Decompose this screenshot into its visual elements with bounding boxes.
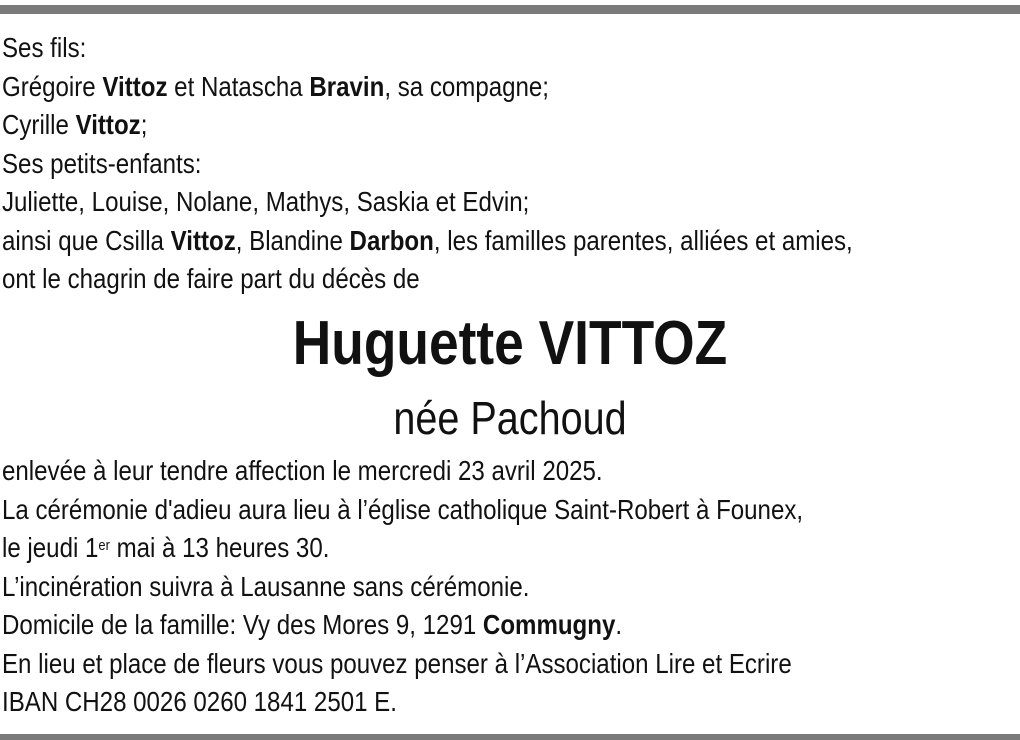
intro-text: , les familles parentes, alliées et amies,	[433, 224, 853, 256]
intro-line-7	[2, 260, 876, 299]
deceased-name: Huguette VITTOZ	[292, 309, 728, 378]
intro-text: Ses fils:	[2, 32, 87, 63]
details-line-4	[2, 568, 876, 607]
intro-line-4	[2, 145, 876, 184]
intro-text: , sa compagne;	[384, 70, 549, 102]
intro-text: ainsi que Csilla	[2, 224, 171, 256]
iban-text: IBAN CH28 0026 0260 1841 2501 E.	[2, 686, 397, 717]
details-line-1	[2, 452, 876, 491]
intro-text: ;	[140, 109, 148, 140]
intro-line-6	[2, 222, 876, 261]
details-text: .	[615, 609, 623, 640]
details-text: L’incinération suivra à Lausanne sans cérémonie.	[2, 570, 530, 602]
top-divider	[0, 5, 1020, 14]
details-text: mai à 13 heures 30.	[109, 532, 330, 563]
details-text: enlevée à leur tendre affection le mercredi 23 avril 2025.	[2, 455, 603, 486]
surname: Vittoz	[102, 70, 168, 102]
intro-text: et Natascha	[167, 70, 310, 102]
details-text: le jeudi 1	[2, 532, 99, 563]
details-text: Domicile de la famille: Vy des Mores 9, 1291	[2, 609, 483, 640]
town-name: Commugny	[482, 609, 616, 640]
intro-text: Cyrille	[2, 109, 76, 140]
intro-line-3	[2, 106, 876, 145]
surname: Vittoz	[75, 109, 141, 140]
maiden-name: née Pachoud	[393, 392, 627, 444]
intro-text: Ses petits-enfants:	[2, 147, 202, 179]
intro-text: Juliette, Louise, Nolane, Mathys, Saskia et Edvin;	[2, 186, 530, 217]
details-line-6	[2, 645, 876, 684]
intro-text: Grégoire	[2, 70, 103, 102]
bottom-divider	[0, 734, 1020, 740]
details-line-5	[2, 606, 876, 645]
details-line-2	[2, 491, 876, 530]
ordinal-suffix: er	[98, 537, 110, 554]
intro-line-2	[2, 68, 876, 107]
details-line-3	[2, 529, 876, 568]
details-text: La cérémonie d'adieu aura lieu à l’église catholique Saint-Robert à Founex,	[2, 493, 804, 525]
details-text: En lieu et place de fleurs vous pouvez penser à l’Association Lire et Ecrire	[2, 647, 792, 679]
surname: Vittoz	[170, 224, 236, 256]
intro-line-1	[2, 29, 876, 68]
surname: Darbon	[349, 224, 434, 256]
details-paragraph	[2, 452, 876, 722]
intro-line-5	[2, 183, 876, 222]
intro-text: ont le chagrin de faire part du décès de	[2, 263, 420, 294]
intro-paragraph	[2, 29, 876, 299]
intro-text: , Blandine	[235, 224, 350, 256]
surname: Bravin	[309, 70, 385, 102]
details-line-7	[2, 683, 876, 722]
